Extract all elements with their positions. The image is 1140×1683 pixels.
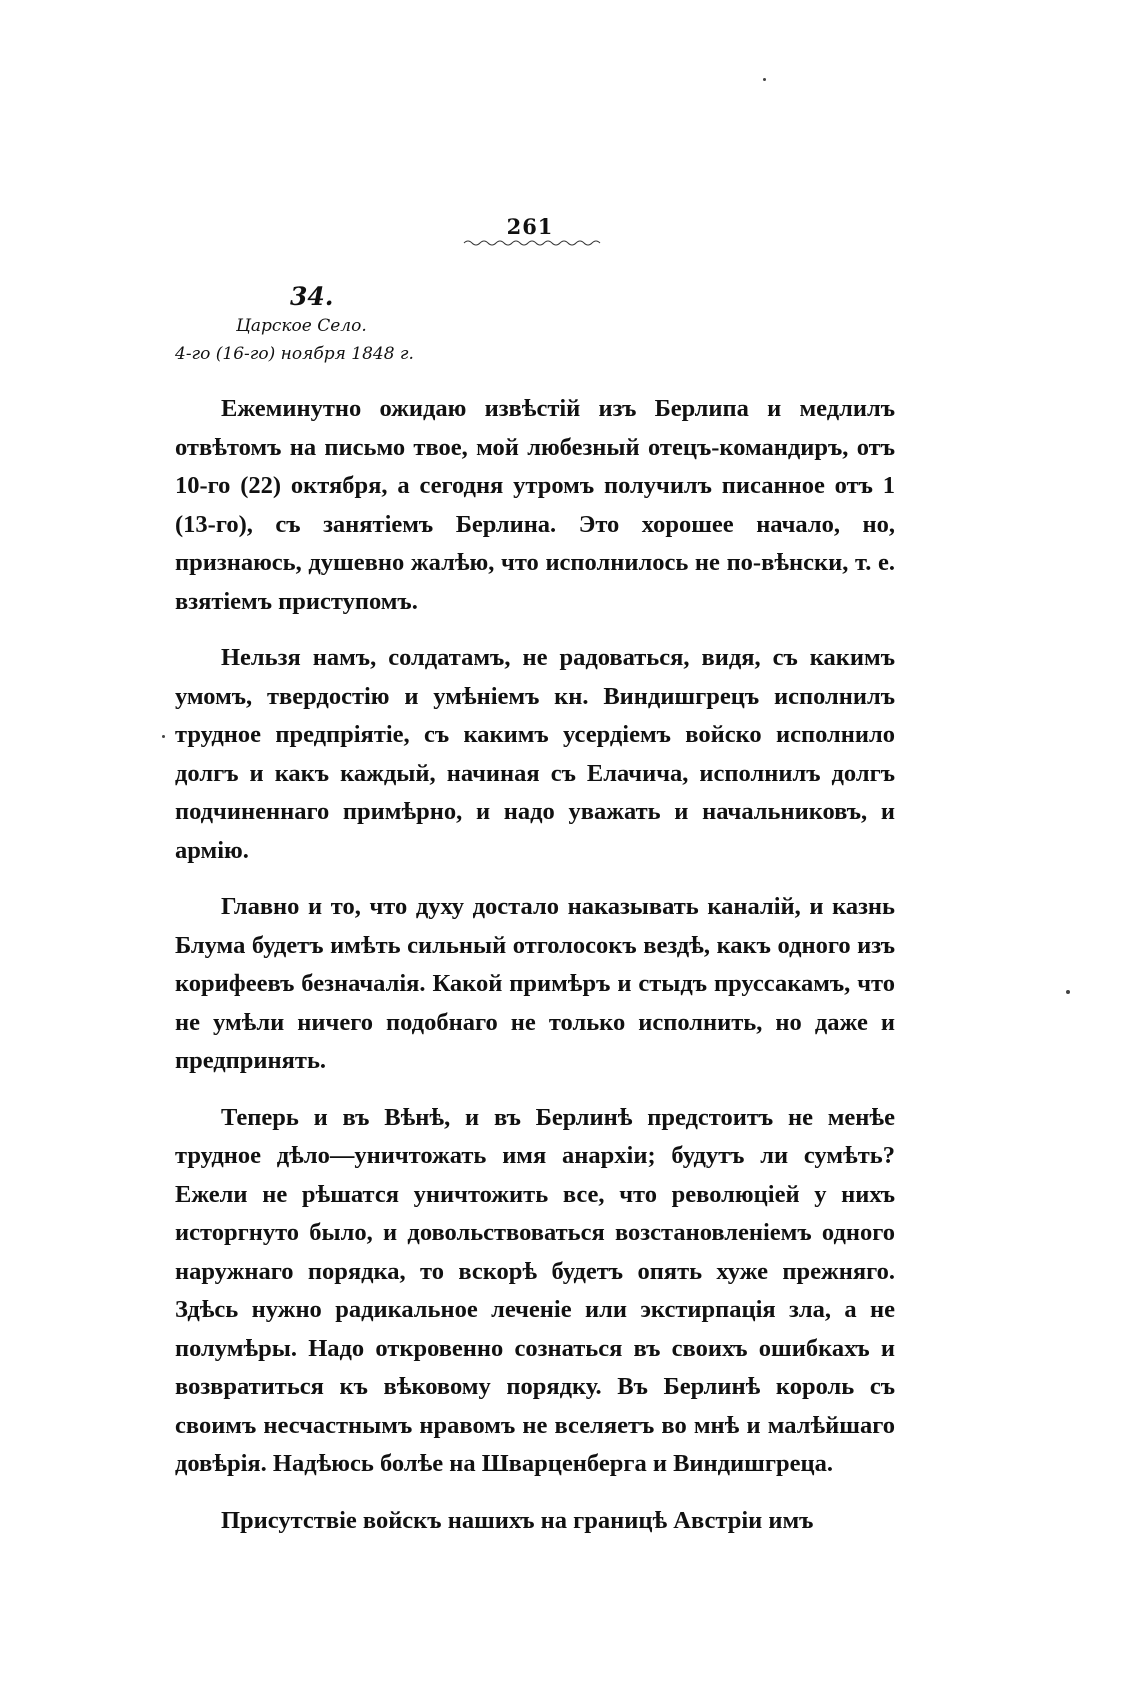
print-speck [1066, 990, 1070, 994]
letter-date: 4-го (16-го) ноября 1848 г. [175, 344, 414, 364]
paragraph: Нельзя намъ, солдатамъ, не радоваться, видя, съ какимъ умомъ, твердостію и умѣніемъ кн. Виндишгрецъ исполнилъ трудное предпріятіе, съ какимъ усердіемъ войско исполнило долгъ и какъ каждый, начиная съ Елачича, исполнилъ долгъ подчиненнаго примѣрно, и надо уважать и начальниковъ, и армію. [175, 644, 895, 864]
print-speck [763, 78, 766, 81]
paragraph: Теперь и въ Вѣнѣ, и въ Берлинѣ предстоитъ не менѣе трудное дѣло—уничтожать имя анархіи; будутъ ли сумѣть? Ежели не рѣшатся уничтожить все, что революціей у нихъ исторгнуто было, и довольствоваться возстановленіемъ одного наружнаго порядка, то вскорѣ будетъ опять хуже прежняго. Здѣсь нужно радикальное леченіе или экстирпація зла, а не полумѣры. Надо откровенно сознаться въ своихъ ошибкахъ и возвратиться къ вѣковому порядку. Въ Берлинѣ король съ своимъ несчастнымъ нравомъ не вселяетъ во мнѣ и малѣйшаго довѣрія. Надѣюсь болѣе на Шварценберга и Виндишгреца. [175, 1103, 895, 1477]
paragraph: Ежеминутно ожидаю извѣстій изъ Берлипа и медлилъ отвѣтомъ на письмо твое, мой любезный отецъ-командиръ, отъ 10-го (22) октября, а сегодня утромъ получилъ писанное отъ 1 (13-го), съ занятіемъ Берлина. Это хорошее начало, но, признаюсь, душевно жалѣю, что исполнилось не по-вѣнски, т. е. взятіемъ приступомъ. [175, 395, 895, 615]
letter-body [175, 390, 895, 1558]
letter-place: Царское Село. [236, 316, 367, 336]
print-speck [162, 735, 165, 738]
page-number: 261 [506, 214, 554, 239]
paragraph: Присутствіе войскъ нашихъ на границѣ Австріи имъ [221, 1506, 814, 1534]
letter-number: 34. [290, 282, 334, 311]
wavy-rule-ornament [462, 238, 602, 248]
paragraph: Главно и то, что духу достало наказывать каналій, и казнь Блума будетъ имѣть сильный отголосокъ вездѣ, какъ одного изъ корифеевъ безначалія. Какой примѣръ и стыдъ пруссакамъ, что не умѣли ничего подобнаго не только исполнить, но даже и предпринять. [175, 893, 895, 1074]
